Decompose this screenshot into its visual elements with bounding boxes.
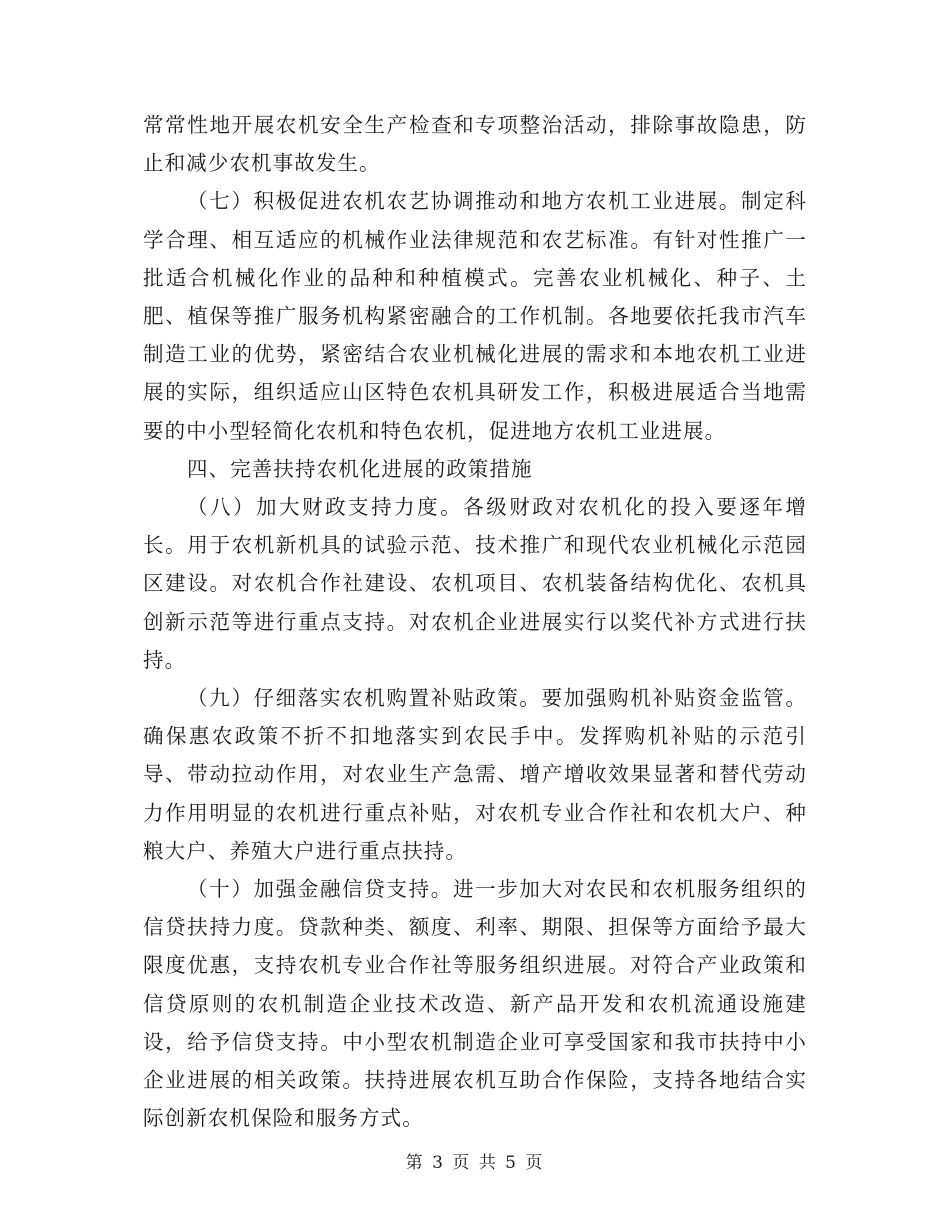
paragraph-4: （九）仔细落实农机购置补贴政策。要加强购机补贴资金监管。确保惠农政策不折不扣地落实到农民手中。发挥购机补贴的示范引导、带动拉动作用，对农业生产急需、增产增收效果显著和替代劳动力作用明显的农机进行重点补贴，对农机专业合作社和农机大户、种粮大户、养殖大户进行重点扶持。 [143, 686, 807, 863]
section-heading: 四、完善扶持农机化进展的政策措施 [187, 456, 533, 481]
paragraph-3: （八）加大财政支持力度。各级财政对农机化的投入要逐年增长。用于农机新机具的试验示范、技术推广和现代农业机械化示范园区建设。对农机合作社建设、农机项目、农机装备结构优化、农机具创新示范等进行重点支持。对农机企业进展实行以奖代补方式进行扶持。 [143, 495, 807, 672]
paragraph-5: （十）加强金融信贷支持。进一步加大对农民和农机服务组织的信贷扶持力度。贷款种类、额度、利率、期限、担保等方面给予最大限度优惠，支持农机专业合作社等服务组织进展。对符合产业政策和信贷原则的农机制造企业技术改造、新产品开发和农机流通设施建设，给予信贷支持。中小型农机制造企业可享受国家和我市扶持中小企业进展的相关政策。扶持进展农机互助合作保险，支持各地结合实际创新农机保险和服务方式。 [143, 877, 807, 1131]
page-number-footer: 第 3 页 共 5 页 [405, 1153, 545, 1173]
paragraph-2: （七）积极促进农机农艺协调推动和地方农机工业进展。制定科学合理、相互适应的机械作业法律规范和农艺标准。有针对性推广一批适合机械化作业的品种和种植模式。完善农业机械化、种子、土肥、植保等推广服务机构紧密融合的工作机制。各地要依托我市汽车制造工业的优势，紧密结合农业机械化进展的需求和本地农机工业进展的实际，组织适应山区特色农机具研发工作，积极进展适合当地需要的中小型轻简化农机和特色农机，促进地方农机工业进展。 [143, 189, 807, 443]
document-body [143, 106, 807, 1137]
paragraph-1: 常常性地开展农机安全生产检查和专项整治活动，排除事故隐患，防止和减少农机事故发生。 [143, 113, 807, 176]
